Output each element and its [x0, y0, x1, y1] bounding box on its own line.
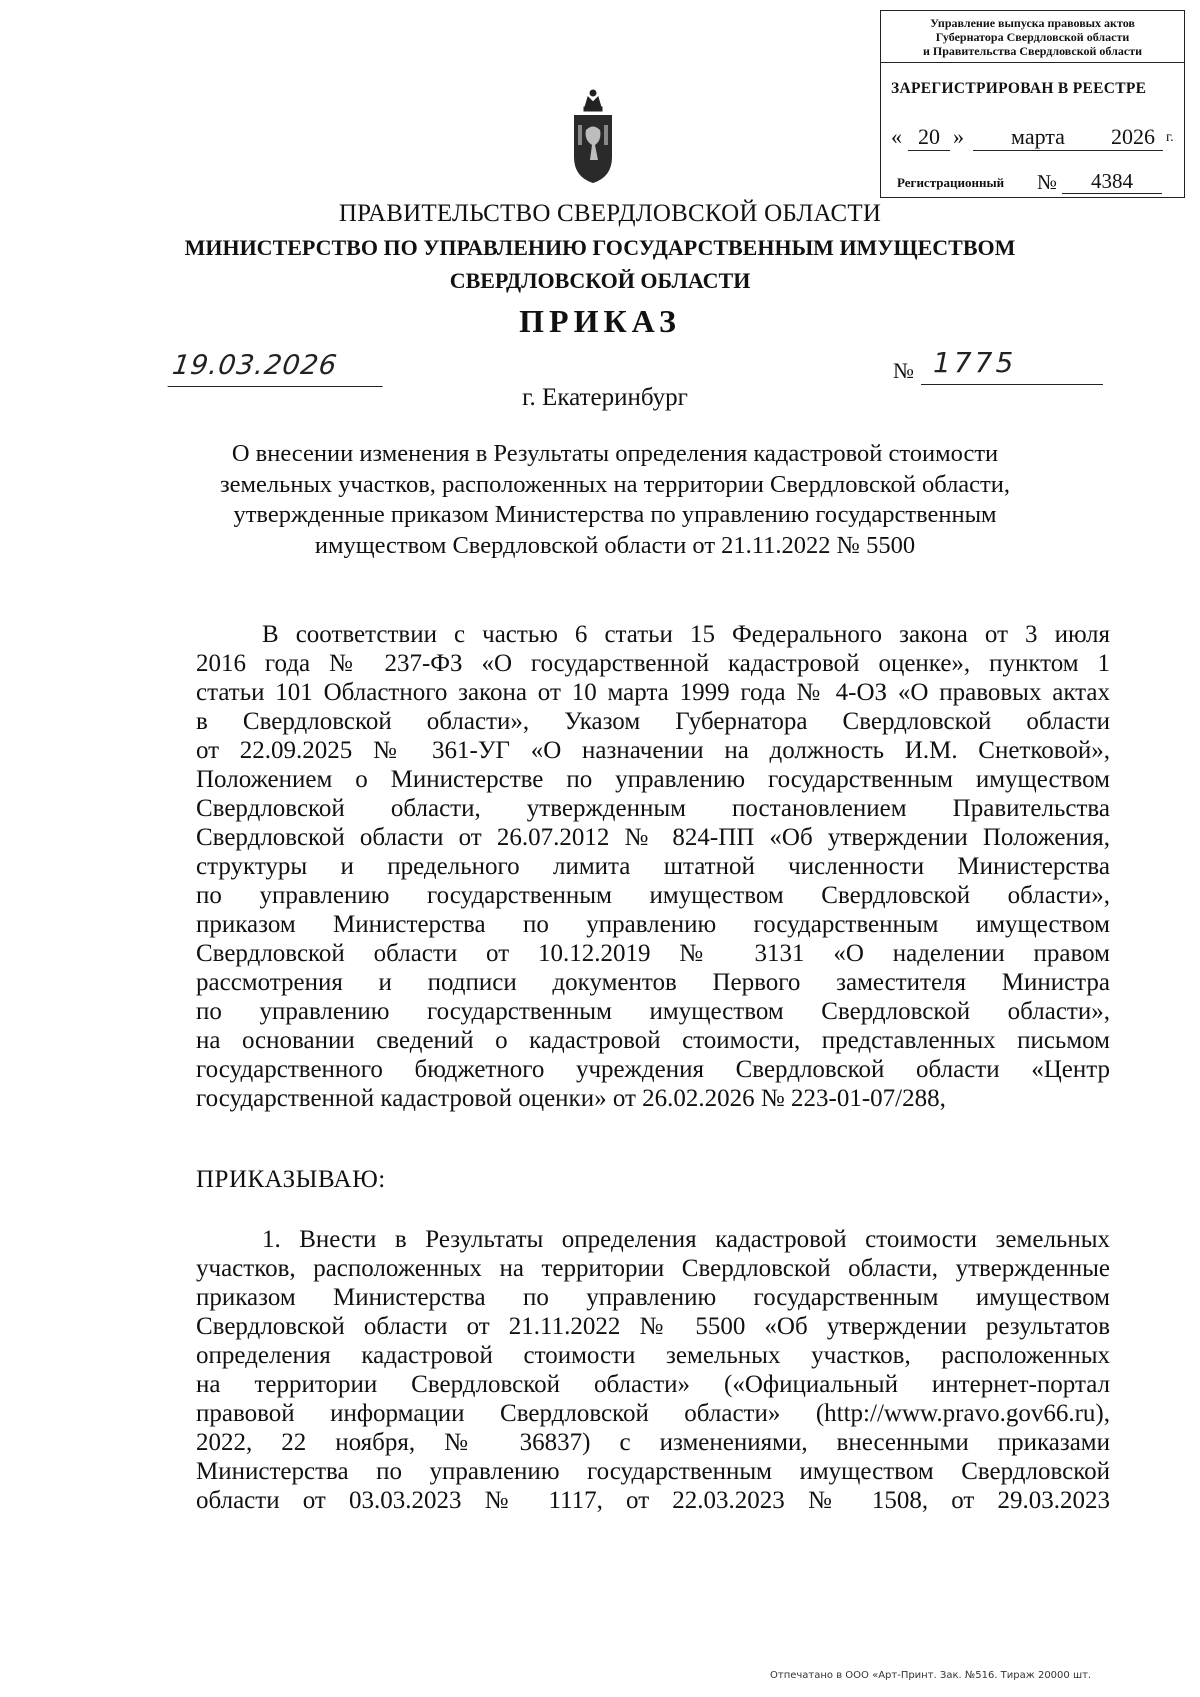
print-footer: Отпечатано в ООО «Арт-Принт. Зак. №516. Тираж 20000 шт.: [770, 1670, 1092, 1681]
title-line: утвержденные приказом Министерства по управлению государственным: [233, 501, 997, 528]
stamp-month: марта: [973, 124, 1103, 151]
government-title: ПРАВИТЕЛЬСТВО СВЕРДЛОВСКОЙ ОБЛАСТИ: [338, 200, 882, 227]
paragraph-line: в Свердловской области», Указом Губернатора Свердловской области: [196, 708, 1110, 735]
order-item-1: [196, 1225, 1110, 1515]
stamp-date: [891, 124, 1176, 154]
paragraph-line: государственного бюджетного учреждения Свердловской области «Центр: [196, 1056, 1110, 1083]
paragraph-line: 1. Внести в Результаты определения кадастровой стоимости земельных: [262, 1226, 1110, 1253]
stamp-org-line: Управление выпуска правовых актов: [930, 16, 1135, 30]
stamp-year: 2026: [1103, 124, 1163, 151]
stamp-close-quote: »: [953, 124, 964, 149]
stamp-org-line: и Правительства Свердловской области: [923, 44, 1142, 58]
handwritten-date-text: 19.03.2026: [170, 350, 340, 381]
paragraph-line: области от 03.03.2023 № 1117, от 22.03.2023 № 1508, от 29.03.2023: [196, 1487, 1110, 1514]
paragraph-line: приказом Министерства по управлению государственным имуществом: [196, 1284, 1110, 1311]
paragraph-line: по управлению государственным имуществом Свердловской области»,: [196, 998, 1110, 1025]
paragraph-line: Свердловской области от 26.07.2012 № 824-ПП «Об утверждении Положения,: [196, 824, 1110, 851]
paragraph-line: В соответствии с частью 6 статьи 15 Федерального закона от 3 июля: [262, 621, 1110, 648]
paragraph-line: по управлению государственным имуществом Свердловской области»,: [196, 882, 1110, 909]
stamp-day: 20: [908, 124, 950, 151]
stamp-registration-number: [897, 171, 1172, 195]
paragraph-line: на территории Свердловской области» («Официальный интернет-портал: [196, 1371, 1110, 1398]
title-line: имуществом Свердловской области от 21.11.2022 № 5500: [314, 531, 916, 559]
ministry-title-line2: СВЕРДЛОВСКОЙ ОБЛАСТИ: [449, 268, 751, 293]
paragraph-line: Свердловской области, утвержденным постановлением Правительства: [196, 795, 1110, 822]
title-line: земельных участков, расположенных на территории Свердловской области,: [220, 470, 1010, 498]
paragraph-line: правовой информации Свердловской области» (http://www.pravo.gov66.ru),: [196, 1400, 1110, 1427]
paragraph-line: определения кадастровой стоимости земельных участков, расположенных: [196, 1342, 1110, 1369]
registration-stamp: [880, 10, 1185, 198]
paragraph-line: Свердловской области от 21.11.2022 № 5500 «Об утверждении результатов: [196, 1313, 1110, 1340]
coat-of-arms-icon: [568, 85, 618, 185]
paragraph-line: на основании сведений о кадастровой стоимости, представленных письмом: [196, 1027, 1110, 1054]
city: г. Екатеринбург: [522, 384, 688, 411]
title-line: О внесении изменения в Результаты определения кадастровой стоимости: [231, 440, 999, 467]
paragraph-line: 2022, 22 ноября, № 36837) с изменениями, внесенными приказами: [196, 1429, 1110, 1456]
stamp-organization: [881, 11, 1184, 63]
paragraph-line: приказом Министерства по управлению государственным имуществом: [196, 911, 1110, 938]
paragraph-line: статьи 101 Областного закона от 10 марта 1999 года № 4-ОЗ «О правовых актах: [196, 679, 1110, 706]
paragraph-line: рассмотрения и подписи документов Первого заместителя Министра: [196, 969, 1110, 996]
paragraph-line: участков, расположенных на территории Свердловской области, утвержденные: [196, 1255, 1110, 1282]
stamp-number-sign: №: [1037, 170, 1058, 194]
handwritten-number: [921, 346, 1103, 385]
stamp-org-line: Губернатора Свердловской области: [935, 30, 1130, 44]
ministry-title-line1: МИНИСТЕРСТВО ПО УПРАВЛЕНИЮ ГОСУДАРСТВЕННЫМ ИМУЩЕСТВОМ: [184, 235, 1016, 260]
handwritten-number-text: 1775: [933, 346, 1017, 379]
order-number-sign: №: [893, 358, 914, 383]
paragraph-line: 2016 года № 237-ФЗ «О государственной кадастровой оценке», пунктом 1: [196, 650, 1110, 677]
preamble-paragraph: [196, 620, 1110, 1113]
stamp-reg-number: 4384: [1062, 169, 1162, 194]
stamp-reg-label: Регистрационный: [897, 175, 1005, 190]
paragraph-line: Министерства по управлению государственным имуществом Свердловской: [196, 1458, 1110, 1485]
order-word: ПРИКАЗЫВАЮ:: [196, 1166, 386, 1193]
handwritten-date: [168, 352, 388, 387]
document-type: ПРИКАЗ: [519, 303, 681, 339]
paragraph-line: от 22.09.2025 № 361-УГ «О назначении на должность И.М. Снетковой»,: [196, 737, 1110, 764]
document-title: [190, 439, 1040, 561]
stamp-year-suffix: г.: [1166, 130, 1174, 145]
stamp-open-quote: «: [891, 124, 902, 149]
stamp-registered-label: ЗАРЕГИСТРИРОВАН В РЕЕСТРЕ: [891, 80, 1147, 97]
paragraph-line: государственной кадастровой оценки» от 26.02.2026 № 223-01-07/288,: [196, 1085, 946, 1112]
paragraph-line: структуры и предельного лимита штатной численности Министерства: [196, 853, 1110, 880]
paragraph-line: Положением о Министерстве по управлению государственным имуществом: [196, 766, 1110, 793]
paragraph-line: Свердловской области от 10.12.2019 № 3131 «О наделении правом: [196, 940, 1110, 967]
